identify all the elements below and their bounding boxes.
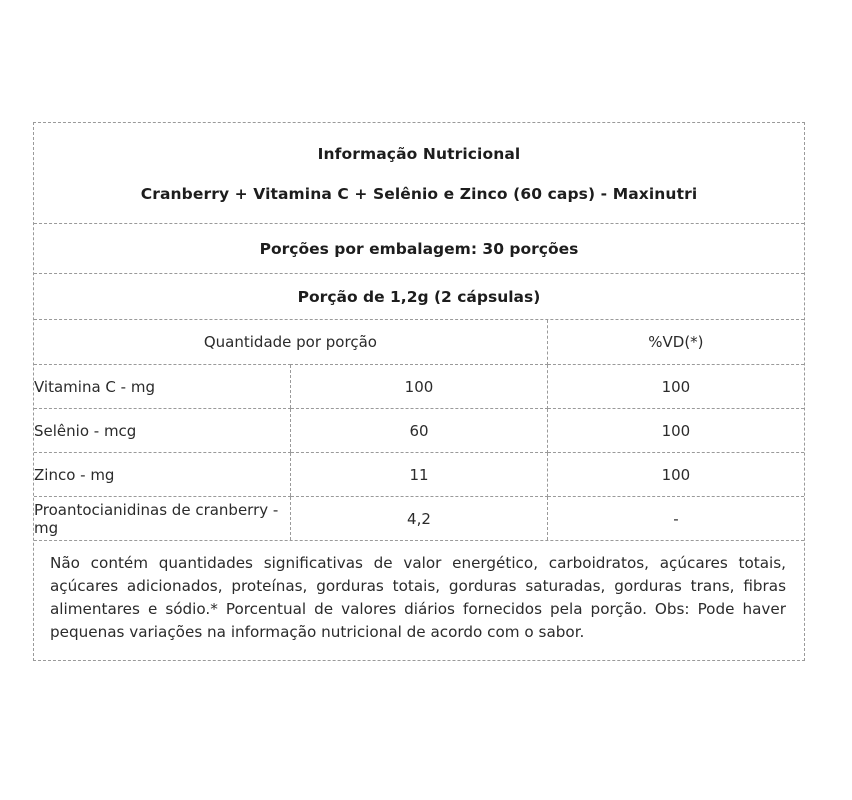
nutrition-facts-panel: [33, 122, 805, 661]
table-row: [34, 409, 804, 453]
nutrient-name: Proantocianidinas de cranberry - mg: [34, 500, 279, 537]
nutrition-table-wrapper: [34, 320, 804, 541]
nutrient-name: Zinco - mg: [34, 453, 291, 497]
servings-per-package: Porções por embalagem: 30 porções: [34, 224, 804, 274]
product-name: Cranberry + Vitamina C + Selênio e Zinco (60 caps) - Maxinutri: [140, 185, 698, 203]
nutrient-name: Selênio - mcg: [34, 409, 291, 453]
column-header-amount: Quantidade por porção: [34, 320, 547, 365]
nutrition-table: [34, 320, 804, 540]
table-header-row: [34, 320, 804, 365]
table-row: [34, 453, 804, 497]
page-title: Informação Nutricional: [317, 145, 521, 163]
nutrient-dv: 100: [547, 365, 804, 409]
nutrient-amount: 60: [291, 409, 548, 453]
serving-size: Porção de 1,2g (2 cápsulas): [34, 274, 804, 320]
nutrient-amount: 100: [291, 365, 548, 409]
nutrient-name: Vitamina C - mg: [34, 365, 291, 409]
nutrient-amount: 11: [291, 453, 548, 497]
table-row: [34, 497, 804, 541]
nutrient-dv: 100: [547, 453, 804, 497]
table-row: [34, 365, 804, 409]
label-header: [34, 123, 804, 224]
footnote-text: Não contém quantidades significativas de valor energético, carboidratos, açúcares totais, açúcares adicionados, proteínas, gorduras totais, gorduras saturadas, gorduras trans, fibras alimentares e sódio.* Porcentual de valores diários fornecidos pela porção. Obs: Pode haver pequenas variações na informação nutricional de acordo com o sabor.: [50, 554, 786, 642]
nutrient-dv: 100: [547, 409, 804, 453]
nutrient-dv: -: [673, 509, 679, 528]
column-header-dv: %VD(*): [547, 320, 804, 365]
nutrient-amount: 4,2: [291, 497, 548, 541]
